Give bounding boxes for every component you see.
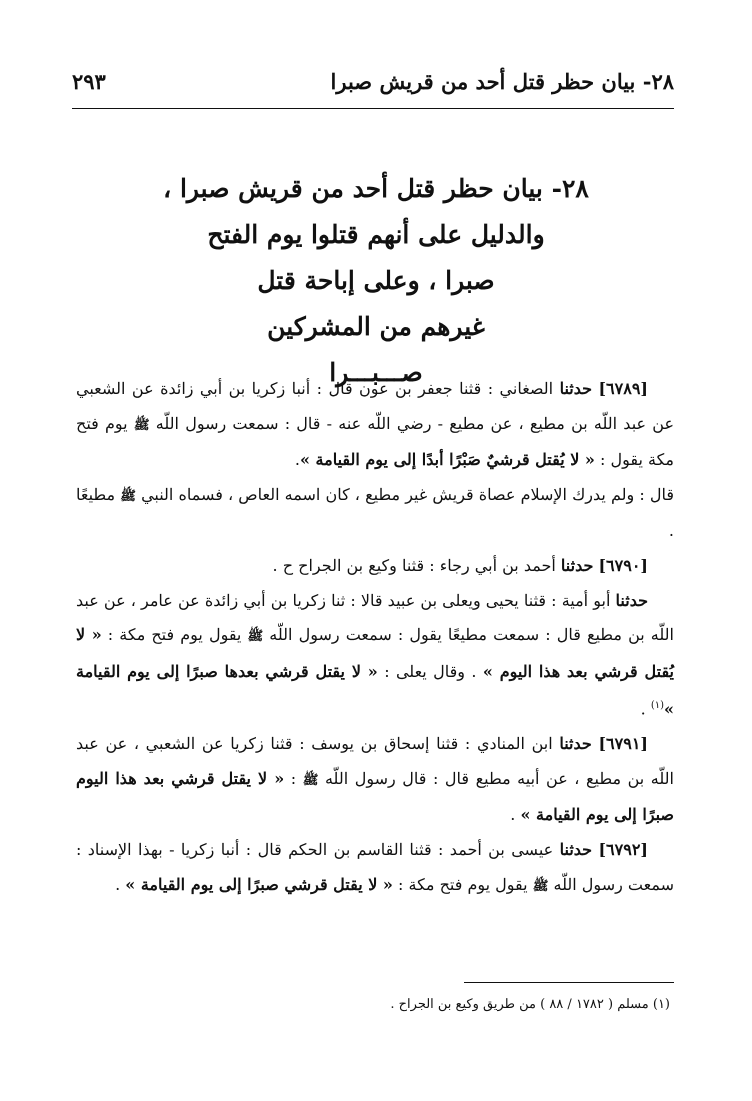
haddathana-word: حدثنا <box>559 734 592 754</box>
haddathana-word: حدثنا <box>615 590 648 610</box>
prophetic-quote: « لا يقتل قرشي بعدها صبرًا إلى يوم القيامة » <box>76 661 674 719</box>
chapter-title-line-5: صـــبـــرا <box>329 358 423 387</box>
hadith-text: . وقال يعلى : <box>384 661 477 681</box>
salla-symbol: ﷺ <box>247 629 264 645</box>
hadith-number: [٦٧٩٢] <box>598 840 648 860</box>
chapter-title <box>60 166 692 396</box>
hadith-end: . <box>510 805 516 825</box>
prophetic-quote: « لا يُقتل قرشي بعد هذا اليوم » <box>76 625 675 681</box>
running-head <box>72 62 674 100</box>
salla-symbol: ﷺ <box>302 772 319 788</box>
header-rule <box>72 108 674 109</box>
hadith-text: قال : ولم يدرك الإسلام عصاة قريش غير مطيع ، كان اسمه العاص ، فسماه النبي <box>141 484 674 504</box>
page-number: ٢٩٣ <box>72 68 106 94</box>
hadith-text: يقول يوم فتح مكة : <box>107 625 242 645</box>
salla-symbol: ﷺ <box>133 417 150 433</box>
footnote-reference[interactable]: (١) <box>650 700 664 712</box>
haddathana-word: حدثنا <box>560 555 594 575</box>
prophetic-quote: « لا يقتل قرشي بعد هذا اليوم صبرًا إلى يوم القيامة » <box>76 768 674 825</box>
prophetic-quote: « لا يقتل قرشي صبرًا إلى يوم القيامة » <box>125 874 393 894</box>
hadith-text: الصغاني : قثنا جعفر بن عون قال : أنبا زكريا بن أبي زائدة عن الشعبي عن عبد اللّه بن مطيع ، عن مطيع - رضي اللّه عنه - قال : سمعت رسول اللّه <box>76 379 675 433</box>
hadith-text: أبو أمية : قثنا يحيى ويعلى بن عبيد قالا : ثنا زكريا بن أبي زائدة عن عامر ، عن عبد اللّه بن مطيع قال : سمعت مطيعًا يقول : سمعت رسول اللّه <box>76 590 674 645</box>
hadith-end: . <box>640 699 646 719</box>
hadith-end: . <box>294 450 300 470</box>
footnote: (١) مسلم ( ١٧٨٢ / ٨٨ ) من طريق وكيع بن الجراح . <box>390 997 670 1012</box>
hadith-6791 <box>76 727 674 833</box>
hadith-6789-note <box>76 478 674 549</box>
hadith-6790-chain <box>76 584 674 728</box>
hadith-text: ابن المنادي : قثنا إسحاق بن يوسف : قثنا زكريا عن الشعبي ، عن عبد اللّه بن مطيع ، عن أبيه مطيع قال : قال رسول اللّه <box>76 734 674 788</box>
main-text <box>76 372 674 904</box>
chapter-title-line-3: صبرا ، وعلى إباحة قتل <box>257 266 495 295</box>
hadith-text: عيسى بن أحمد : قثنا القاسم بن الحكم قال : أنبا زكريا - بهذا الإسناد : سمعت رسول اللّه <box>76 840 674 894</box>
hadith-text: أحمد بن أبي رجاء : قثنا وكيع بن الجراح ح . <box>272 555 556 575</box>
hadith-text: يوم فتح مكة يقول : <box>76 413 674 470</box>
hadith-text: : <box>290 768 297 788</box>
haddathana-word: حدثنا <box>559 379 593 398</box>
chapter-title-line-2: والدليل على أنهم قتلوا يوم الفتح <box>207 220 545 249</box>
hadith-text: يقول يوم فتح مكة : <box>398 874 528 894</box>
hadith-number: [٦٧٨٩] <box>598 379 648 398</box>
chapter-title-line-1: ٢٨- بيان حظر قتل أحد من قريش صبرا ، <box>163 174 589 203</box>
hadith-6790 <box>76 549 674 584</box>
hadith-text: مطيعًا . <box>76 484 674 541</box>
haddathana-word: حدثنا <box>559 840 593 860</box>
salla-symbol: ﷺ <box>120 488 136 504</box>
hadith-number: [٦٧٩١] <box>598 734 648 754</box>
prophetic-quote: « لا يُقتل قرشيٌ صَبْرًا أبدًا إلى يوم القيامة » <box>299 450 595 470</box>
hadith-6789 <box>76 372 674 478</box>
hadith-end: . <box>115 874 121 894</box>
salla-symbol: ﷺ <box>532 878 549 894</box>
running-title: ٢٨- بيان حظر قتل أحد من قريش صبرا <box>330 68 674 94</box>
footnote-rule <box>464 982 674 983</box>
hadith-number: [٦٧٩٠] <box>598 555 648 575</box>
hadith-6792 <box>76 833 674 904</box>
chapter-title-line-4: غيرهم من المشركين <box>267 312 485 341</box>
